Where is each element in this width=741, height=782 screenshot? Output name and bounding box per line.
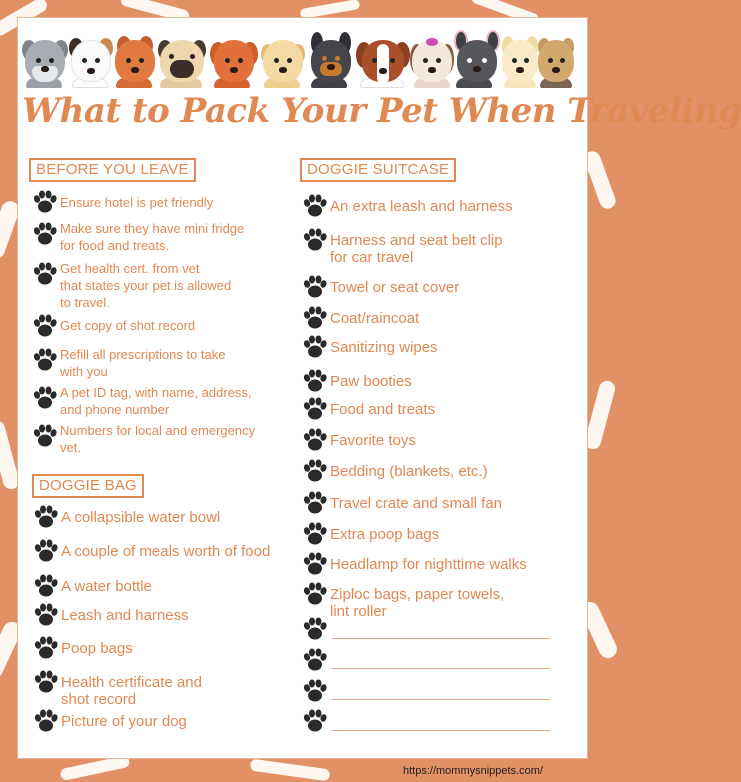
rottweiler-illustration bbox=[309, 26, 353, 88]
checklist-item: Towel or seat cover bbox=[302, 273, 459, 299]
paw-icon bbox=[33, 668, 59, 694]
paw-icon bbox=[33, 537, 59, 563]
paw-icon bbox=[33, 503, 59, 529]
schnauzer-illustration bbox=[24, 26, 66, 88]
checklist-item: Numbers for local and emergency vet. bbox=[32, 422, 255, 456]
golden-retriever-illustration bbox=[262, 26, 304, 88]
paw-icon bbox=[302, 677, 328, 703]
paw-icon bbox=[302, 707, 328, 733]
checklist-item: Extra poop bags bbox=[302, 520, 439, 546]
paw-icon bbox=[302, 426, 328, 452]
blank-line bbox=[332, 699, 550, 700]
paw-icon bbox=[302, 580, 328, 606]
checklist-item: Picture of your dog bbox=[33, 707, 187, 733]
paw-icon bbox=[302, 304, 328, 330]
french-bulldog-illustration bbox=[454, 26, 500, 88]
checklist-item: Food and treats bbox=[302, 395, 435, 421]
paw-icon bbox=[32, 260, 58, 286]
checklist-item: Refill all prescriptions to take with you bbox=[32, 346, 225, 380]
paw-icon bbox=[302, 646, 328, 672]
paw-icon bbox=[32, 346, 58, 372]
blank-line bbox=[332, 668, 550, 669]
checklist-item: Sanitizing wipes bbox=[302, 333, 438, 359]
pug-illustration bbox=[158, 26, 206, 88]
checklist-item: Get health cert. from vet that states your pet is allowed to travel. bbox=[32, 260, 231, 311]
dog-illustration-row bbox=[22, 26, 572, 88]
blank-line-row bbox=[302, 707, 328, 737]
paw-icon bbox=[32, 312, 58, 338]
blank-line-row bbox=[302, 677, 328, 707]
blank-line-row bbox=[302, 646, 328, 676]
paw-icon bbox=[33, 634, 59, 660]
paw-icon bbox=[33, 601, 59, 627]
checklist-item: Bedding (blankets, etc.) bbox=[302, 457, 488, 483]
paw-icon bbox=[33, 572, 59, 598]
paw-icon bbox=[32, 220, 58, 246]
checklist-item: A couple of meals worth of food bbox=[33, 537, 270, 563]
pomeranian-illustration bbox=[114, 26, 156, 88]
paw-icon bbox=[32, 384, 58, 410]
checklist-item: Headlamp for nighttime walks bbox=[302, 550, 527, 576]
checklist-item: Poop bags bbox=[33, 634, 133, 660]
checklist-item: Leash and harness bbox=[33, 601, 189, 627]
footer-url: https://mommysnippets.com/ bbox=[403, 765, 543, 777]
yorkie-illustration bbox=[538, 26, 574, 88]
checklist-item: Ziploc bags, paper towels, lint roller bbox=[302, 580, 504, 620]
paw-icon bbox=[33, 707, 59, 733]
blank-line bbox=[332, 730, 550, 731]
paw-icon bbox=[302, 395, 328, 421]
chihuahua-illustration bbox=[502, 26, 538, 88]
paw-icon bbox=[302, 550, 328, 576]
paw-icon bbox=[302, 520, 328, 546]
section-heading-doggie-suitcase: DOGGIE SUITCASE bbox=[300, 158, 456, 182]
paw-icon bbox=[32, 422, 58, 448]
paw-icon bbox=[302, 457, 328, 483]
poodle-illustration bbox=[212, 26, 256, 88]
paw-icon bbox=[32, 188, 58, 214]
checklist-item: A collapsible water bowl bbox=[33, 503, 220, 529]
section-heading-before-you-leave: BEFORE YOU LEAVE bbox=[29, 158, 196, 182]
terrier-illustration bbox=[70, 26, 112, 88]
paw-icon bbox=[302, 367, 328, 393]
section-heading-doggie-bag: DOGGIE BAG bbox=[32, 474, 144, 498]
checklist-item: Health certificate and shot record bbox=[33, 668, 202, 708]
paw-icon bbox=[302, 192, 328, 218]
checklist-item: A water bottle bbox=[33, 572, 152, 598]
paw-icon bbox=[302, 226, 328, 252]
blank-line bbox=[332, 638, 550, 639]
checklist-item: Ensure hotel is pet friendly bbox=[32, 188, 213, 214]
shih-tzu-illustration bbox=[412, 26, 452, 88]
page-title: What to Pack Your Pet When Traveling bbox=[22, 91, 741, 131]
checklist-item: Paw booties bbox=[302, 367, 412, 393]
paw-icon bbox=[302, 615, 328, 641]
checklist-item: Make sure they have mini fridge for food and treats. bbox=[32, 220, 244, 254]
paw-icon bbox=[302, 489, 328, 515]
checklist-item: Get copy of shot record bbox=[32, 312, 195, 338]
checklist-item: Travel crate and small fan bbox=[302, 489, 502, 515]
checklist-item: Favorite toys bbox=[302, 426, 416, 452]
paw-icon bbox=[302, 333, 328, 359]
blank-line-row bbox=[302, 615, 328, 645]
checklist-item: An extra leash and harness bbox=[302, 192, 513, 218]
paw-icon bbox=[302, 273, 328, 299]
checklist-item: Coat/raincoat bbox=[302, 304, 419, 330]
checklist-item: A pet ID tag, with name, address, and phone number bbox=[32, 384, 252, 418]
checklist-item: Harness and seat belt clip for car travel bbox=[302, 226, 503, 266]
beagle-illustration bbox=[358, 26, 408, 88]
